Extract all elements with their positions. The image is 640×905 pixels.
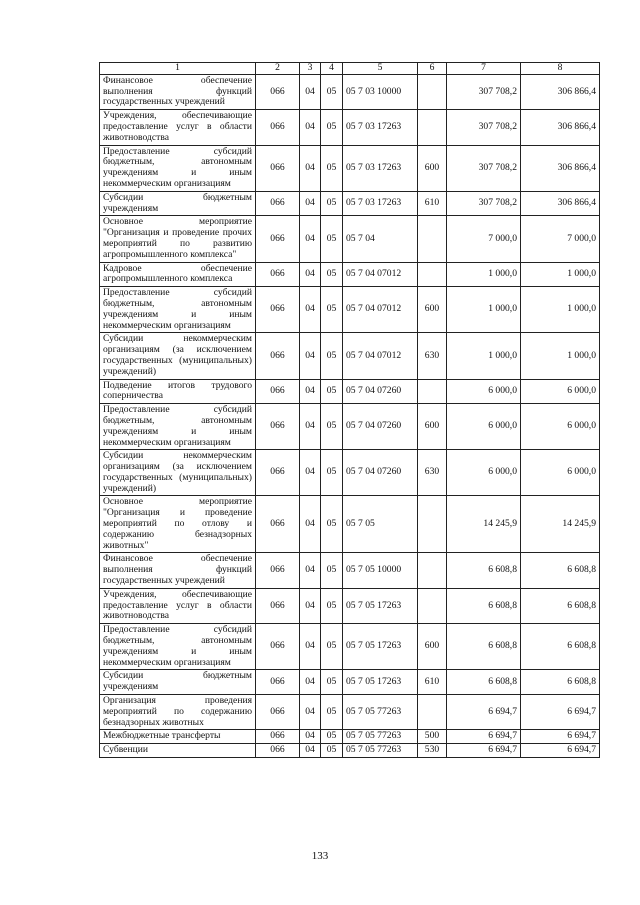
row-expense-type [418,553,447,588]
row-subsection-code: 05 [321,744,343,758]
row-amount-2: 14 245,9 [521,496,600,553]
row-target-article: 05 7 05 [343,496,418,553]
row-amount-1: 1 000,0 [447,287,521,333]
row-amount-1: 6 000,0 [447,379,521,404]
row-expense-type: 600 [418,404,447,450]
row-amount-1: 6 608,8 [447,624,521,670]
row-target-article: 05 7 04 07260 [343,450,418,496]
row-section-code: 04 [300,695,321,730]
row-section-code: 04 [300,145,321,191]
row-grbs-code: 066 [256,262,300,287]
row-amount-1: 6 000,0 [447,404,521,450]
row-expense-type: 630 [418,333,447,379]
row-amount-2: 1 000,0 [521,333,600,379]
table-row [100,404,600,450]
row-description: Субсидии некоммерческим организациям (за исключением государственных (муниципальных) учреждений) [100,333,256,379]
row-amount-2: 6 000,0 [521,404,600,450]
table-row [100,262,600,287]
row-section-code: 04 [300,216,321,262]
row-grbs-code: 066 [256,379,300,404]
row-amount-1: 7 000,0 [447,216,521,262]
row-subsection-code: 05 [321,404,343,450]
table-row [100,110,600,145]
row-section-code: 04 [300,287,321,333]
row-amount-1: 6 000,0 [447,450,521,496]
row-amount-2: 306 866,4 [521,191,600,216]
row-target-article: 05 7 03 17263 [343,191,418,216]
column-header: 8 [521,63,600,75]
row-expense-type [418,74,447,109]
table-row [100,379,600,404]
row-grbs-code: 066 [256,110,300,145]
row-amount-2: 6 694,7 [521,730,600,744]
row-expense-type: 600 [418,287,447,333]
row-amount-1: 307 708,2 [447,74,521,109]
table-row [100,191,600,216]
row-section-code: 04 [300,333,321,379]
row-description: Субсидии некоммерческим организациям (за исключением государственных (муниципальных) учреждений) [100,450,256,496]
row-section-code: 04 [300,110,321,145]
table-row [100,670,600,695]
row-expense-type: 600 [418,624,447,670]
row-description: Основное мероприятие "Организация и проведение мероприятий по отлову и содержанию безнадзорных животных" [100,496,256,553]
page-number: 133 [311,850,329,862]
row-subsection-code: 05 [321,695,343,730]
row-expense-type [418,588,447,623]
row-expense-type [418,110,447,145]
column-header: 4 [321,63,343,75]
row-amount-1: 1 000,0 [447,333,521,379]
row-grbs-code: 066 [256,744,300,758]
row-expense-type: 600 [418,145,447,191]
row-amount-2: 6 608,8 [521,624,600,670]
row-expense-type: 630 [418,450,447,496]
row-target-article: 05 7 05 17263 [343,670,418,695]
row-expense-type: 530 [418,744,447,758]
table-row [100,287,600,333]
row-expense-type [418,695,447,730]
table-row [100,450,600,496]
row-target-article: 05 7 04 [343,216,418,262]
row-target-article: 05 7 03 17263 [343,145,418,191]
row-amount-2: 6 608,8 [521,670,600,695]
row-section-code: 04 [300,74,321,109]
row-amount-1: 14 245,9 [447,496,521,553]
row-section-code: 04 [300,553,321,588]
row-amount-2: 306 866,4 [521,145,600,191]
row-target-article: 05 7 05 77263 [343,695,418,730]
row-grbs-code: 066 [256,145,300,191]
row-amount-2: 6 000,0 [521,450,600,496]
row-section-code: 04 [300,262,321,287]
row-grbs-code: 066 [256,191,300,216]
row-description: Субвенции [100,744,256,758]
row-grbs-code: 066 [256,496,300,553]
row-grbs-code: 066 [256,216,300,262]
row-amount-1: 307 708,2 [447,145,521,191]
row-description: Предоставление субсидий бюджетным, автономным учреждениям и иным некоммерческим организациям [100,624,256,670]
row-subsection-code: 05 [321,216,343,262]
row-description: Организация проведения мероприятий по содержанию безнадзорных животных [100,695,256,730]
column-header: 5 [343,63,418,75]
row-target-article: 05 7 05 77263 [343,744,418,758]
table-body [100,63,600,758]
table-row [100,744,600,758]
row-grbs-code: 066 [256,287,300,333]
row-target-article: 05 7 04 07260 [343,379,418,404]
row-target-article: 05 7 04 07012 [343,287,418,333]
row-subsection-code: 05 [321,553,343,588]
row-amount-2: 6 694,7 [521,695,600,730]
row-grbs-code: 066 [256,670,300,695]
column-header: 2 [256,63,300,75]
row-amount-2: 306 866,4 [521,74,600,109]
table-header-row [100,63,600,75]
row-subsection-code: 05 [321,287,343,333]
row-grbs-code: 066 [256,624,300,670]
row-expense-type: 610 [418,670,447,695]
row-subsection-code: 05 [321,379,343,404]
row-section-code: 04 [300,404,321,450]
row-section-code: 04 [300,496,321,553]
row-description: Предоставление субсидий бюджетным, автономным учреждениям и иным некоммерческим организациям [100,145,256,191]
row-expense-type: 500 [418,730,447,744]
table-row [100,695,600,730]
row-grbs-code: 066 [256,333,300,379]
row-description: Субсидии бюджетным учреждениям [100,670,256,695]
row-description: Подведение итогов трудового соперничества [100,379,256,404]
table-row [100,624,600,670]
row-grbs-code: 066 [256,450,300,496]
row-section-code: 04 [300,730,321,744]
row-target-article: 05 7 05 10000 [343,553,418,588]
row-target-article: 05 7 03 17263 [343,110,418,145]
table-row [100,216,600,262]
row-amount-2: 1 000,0 [521,287,600,333]
row-subsection-code: 05 [321,262,343,287]
row-expense-type [418,379,447,404]
table-row [100,553,600,588]
row-target-article: 05 7 04 07260 [343,404,418,450]
row-subsection-code: 05 [321,730,343,744]
row-amount-1: 1 000,0 [447,262,521,287]
table-row [100,74,600,109]
row-amount-2: 6 000,0 [521,379,600,404]
row-description: Финансовое обеспечение выполнения функций государственных учреждений [100,74,256,109]
row-amount-2: 6 608,8 [521,588,600,623]
row-subsection-code: 05 [321,588,343,623]
row-subsection-code: 05 [321,496,343,553]
row-expense-type [418,216,447,262]
table-row [100,496,600,553]
row-grbs-code: 066 [256,553,300,588]
row-amount-1: 307 708,2 [447,110,521,145]
row-section-code: 04 [300,379,321,404]
table-row [100,588,600,623]
row-expense-type: 610 [418,191,447,216]
row-section-code: 04 [300,624,321,670]
table-row [100,730,600,744]
row-description: Субсидии бюджетным учреждениям [100,191,256,216]
row-grbs-code: 066 [256,588,300,623]
budget-table [99,62,600,758]
row-description: Финансовое обеспечение выполнения функций государственных учреждений [100,553,256,588]
row-grbs-code: 066 [256,695,300,730]
row-subsection-code: 05 [321,450,343,496]
row-amount-2: 306 866,4 [521,110,600,145]
row-subsection-code: 05 [321,333,343,379]
row-subsection-code: 05 [321,110,343,145]
row-section-code: 04 [300,191,321,216]
row-subsection-code: 05 [321,74,343,109]
row-amount-1: 6 694,7 [447,695,521,730]
row-amount-1: 6 694,7 [447,730,521,744]
column-header: 7 [447,63,521,75]
row-subsection-code: 05 [321,624,343,670]
row-amount-2: 1 000,0 [521,262,600,287]
row-grbs-code: 066 [256,404,300,450]
row-grbs-code: 066 [256,730,300,744]
row-description: Учреждения, обеспечивающие предоставление услуг в области животноводства [100,588,256,623]
row-section-code: 04 [300,450,321,496]
row-amount-2: 6 694,7 [521,744,600,758]
row-target-article: 05 7 03 10000 [343,74,418,109]
row-subsection-code: 05 [321,191,343,216]
row-grbs-code: 066 [256,74,300,109]
row-description: Предоставление субсидий бюджетным, автономным учреждениям и иным некоммерческим организациям [100,404,256,450]
row-subsection-code: 05 [321,145,343,191]
row-section-code: 04 [300,744,321,758]
row-description: Учреждения, обеспечивающие предоставление услуг в области животноводства [100,110,256,145]
row-section-code: 04 [300,670,321,695]
row-description: Предоставление субсидий бюджетным, автономным учреждениям и иным некоммерческим организациям [100,287,256,333]
row-amount-1: 6 694,7 [447,744,521,758]
row-amount-1: 6 608,8 [447,553,521,588]
row-amount-1: 6 608,8 [447,588,521,623]
table-row [100,333,600,379]
row-amount-2: 6 608,8 [521,553,600,588]
row-target-article: 05 7 04 07012 [343,262,418,287]
row-amount-1: 307 708,2 [447,191,521,216]
row-amount-1: 6 608,8 [447,670,521,695]
column-header: 3 [300,63,321,75]
row-target-article: 05 7 05 77263 [343,730,418,744]
column-header: 6 [418,63,447,75]
row-subsection-code: 05 [321,670,343,695]
row-target-article: 05 7 05 17263 [343,588,418,623]
row-description: Межбюджетные трансферты [100,730,256,744]
table-row [100,145,600,191]
row-expense-type [418,496,447,553]
row-target-article: 05 7 05 17263 [343,624,418,670]
row-target-article: 05 7 04 07012 [343,333,418,379]
row-section-code: 04 [300,588,321,623]
row-description: Основное мероприятие "Организация и проведение прочих мероприятий по развитию агропромышленного комплекса" [100,216,256,262]
column-header: 1 [100,63,256,75]
row-description: Кадровое обеспечение агропромышленного комплекса [100,262,256,287]
row-expense-type [418,262,447,287]
row-amount-2: 7 000,0 [521,216,600,262]
